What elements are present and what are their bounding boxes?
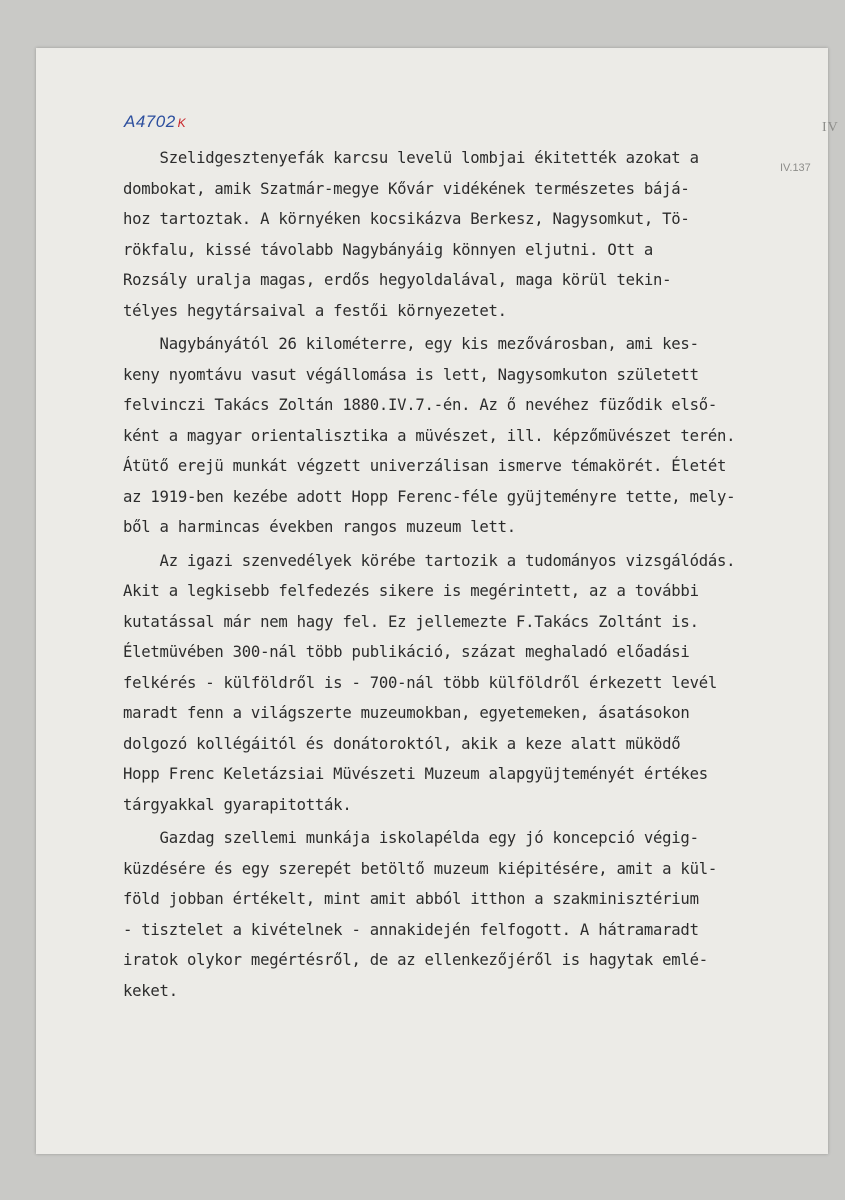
roman-numeral-mark: IV	[822, 120, 839, 135]
text-line: küzdésére és egy szerepét betöltő muzeum kiépitésére, amit a kül-	[123, 859, 717, 878]
text-line: keket.	[123, 981, 178, 1000]
text-line: Akit a legkisebb felfedezés sikere is megérintett, az a további	[123, 582, 699, 600]
text-line: tárgyakkal gyarapitották.	[123, 795, 352, 814]
text-line: keny nyomtávu vasut végállomása is lett, Nagysomkuton született	[123, 365, 699, 384]
text-line: dombokat, amik Szatmár-megye Kővár vidékének természetes bájá-	[123, 179, 690, 198]
text-line: Átütő erejü munkát végzett univerzálisan ismerve témakörét. Életét	[123, 457, 727, 475]
text-line: felkérés - külföldről is - 700-nál több külföldről érkezett levél	[123, 673, 717, 692]
text-line: felvinczi Takács Zoltán 1880.IV.7.-én. Az ő nevéhez füződik első-	[123, 396, 717, 414]
archive-suffix: K	[177, 116, 187, 130]
text-line: maradt fenn a világszerte muzeumokban, egyetemeken, ásatásokon	[123, 704, 690, 722]
text-line: Nagybányától 26 kilométerre, egy kis mezővárosban, ami kes-	[123, 335, 699, 353]
text-line: Gazdag szellemi munkája iskolapélda egy jó koncepció végig-	[123, 829, 699, 847]
text-line: Az igazi szenvedélyek körébe tartozik a tudományos vizsgálódás.	[123, 551, 736, 570]
text-line: dolgozó kollégáitól és donátoroktól, akik a keze alatt müködő	[123, 734, 681, 753]
text-line: Szelidgesztenyefák karcsu levelü lombjai ékitették azokat a	[123, 149, 699, 167]
text-line: Életmüvében 300-nál több publikáció, százat meghaladó előadási	[123, 643, 690, 661]
text-line: télyes hegytársaival a festői környezetet.	[123, 301, 507, 320]
archive-number-annotation	[124, 112, 186, 132]
text-line: ként a magyar orientalisztika a müvészet, ill. képzőmüvészet terén.	[123, 426, 736, 445]
text-line: Rozsály uralja magas, erdős hegyoldalával, maga körül tekin-	[123, 271, 672, 289]
text-line: rökfalu, kissé távolabb Nagybányáig könnyen eljutni. Ott a	[123, 240, 654, 259]
page-reference-mark: IV.137	[780, 162, 811, 174]
text-line: hoz tartoztak. A környéken kocsikázva Berkesz, Nagysomkut, Tö-	[123, 210, 690, 228]
text-line: az 1919-ben kezébe adott Hopp Ferenc-féle gyüjteményre tette, mely-	[123, 487, 736, 506]
text-line: ből a harmincas években rangos muzeum lett.	[123, 518, 516, 536]
archive-number: A4702	[124, 112, 176, 131]
text-line: Hopp Frenc Keletázsiai Müvészeti Muzeum alapgyüjteményét értékes	[123, 765, 708, 783]
text-line: - tisztelet a kivételnek - annakidején felfogott. A hátramaradt	[123, 920, 699, 939]
text-line: iratok olykor megértésről, de az ellenkezőjéről is hagytak emlé-	[123, 951, 708, 969]
text-line: kutatással már nem hagy fel. Ez jellemezte F.Takács Zoltánt is.	[123, 612, 699, 631]
text-line: föld jobban értékelt, mint amit abból itthon a szakminisztérium	[123, 890, 699, 908]
